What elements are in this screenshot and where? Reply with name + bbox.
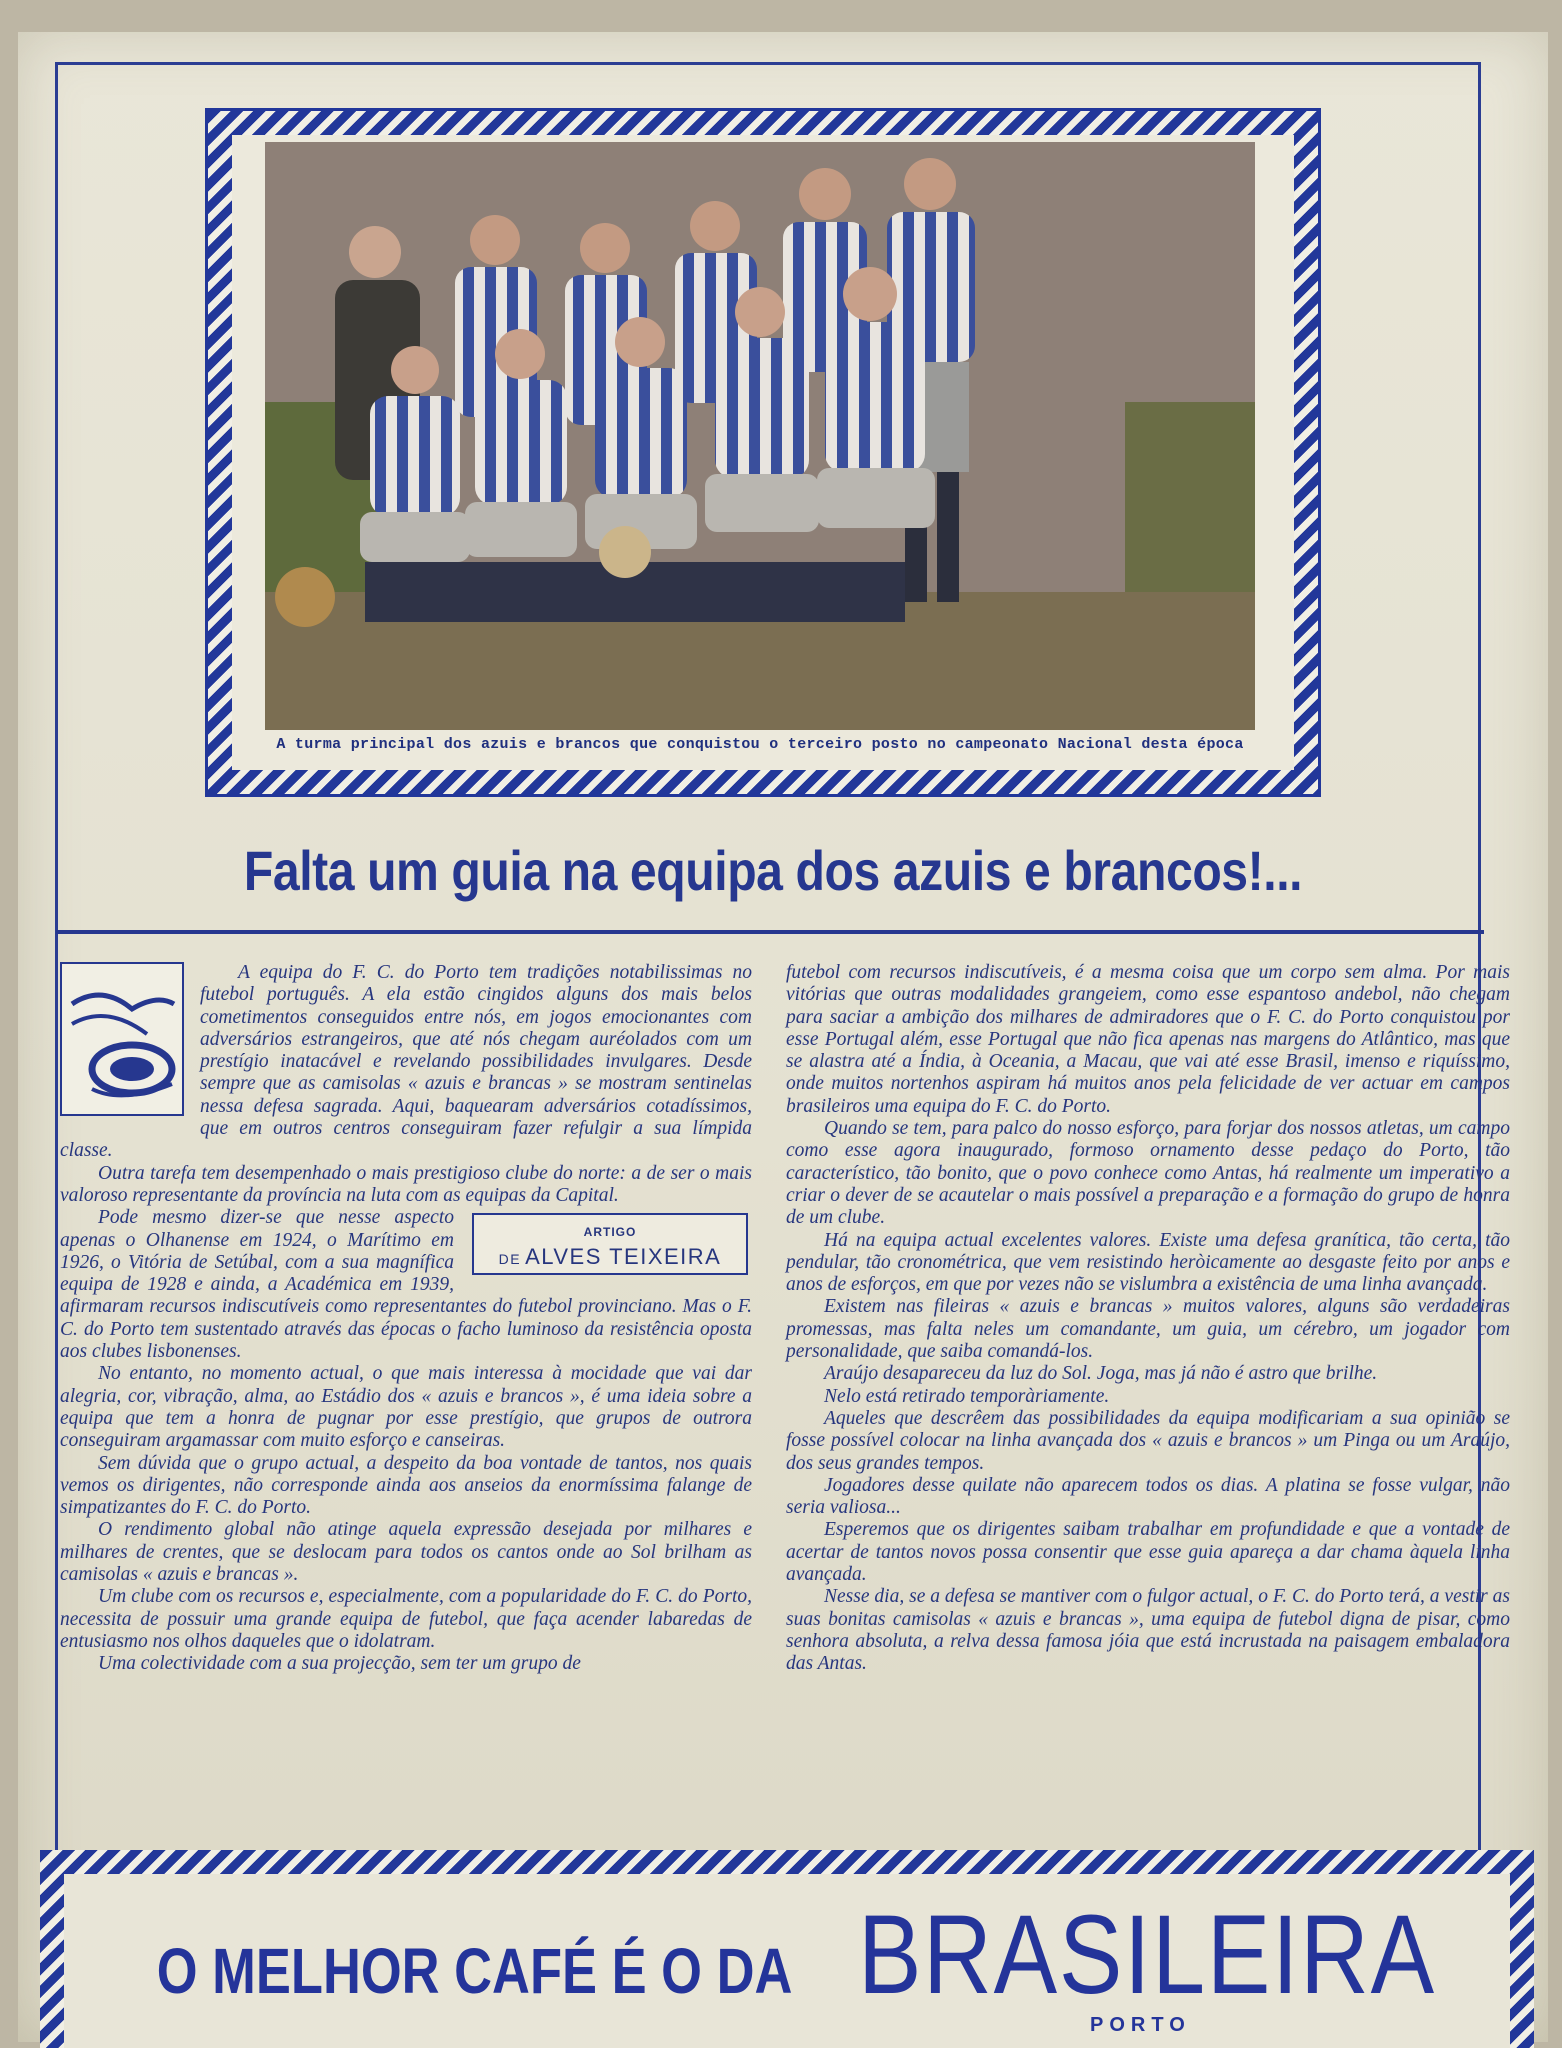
paragraph: Sem dúvida que o grupo actual, a despeito da boa vontade de tantos, nos quais vemos os dirigentes, não corresponde ainda aos anseios da enormíssima falange de simpatizantes do F. C. do Porto. — [60, 1452, 752, 1519]
paragraph: Há na equipa actual excelentes valores. Existe uma defesa granítica, tão certa, tão pendular, tão cronométrica, que vem resistindo heròicamente ao desgaste feito por anos e anos de esforços, em que por vezes não se vislumbra a existência de uma linha avançada. — [786, 1229, 1510, 1296]
byline-prefix: DE — [498, 1250, 522, 1267]
advert-line-1: O MELHOR CAFÉ É O DA — [157, 1935, 793, 2007]
advert-slogan — [64, 1890, 1510, 2019]
paragraph: Outra tarefa tem desempenhado o mais prestigioso clube do norte: a de ser o mais valoroso representante da província na luta com as equipas da Capital. — [60, 1162, 752, 1206]
advert-brand: BRASILEIRA — [857, 1892, 1436, 2017]
paragraph: Uma colectividade com a sua projecção, sem ter um grupo de — [98, 1653, 581, 1675]
headline-rule — [56, 930, 1484, 934]
paragraph: No entanto, no momento actual, o que mais interessa à mocidade que vai dar alegria, cor, vibração, alma, ao Estádio dos « azuis e brancos », é uma ideia sobre a equipa que tem a honra de pugnar por esse prestígio, que grupos de outrora conseguiram argamassar com muito esforço e canseiras. — [60, 1363, 752, 1452]
paragraph: A equipa do F. C. do Porto tem tradições notabilissimas no futebol português. A ela estão cingidos alguns dos mais belos cometimentos conseguidos entre nós, em jogos emocionantes com adversários estrangeiros, que até nós chegam auréolados com um prestígio inatacável e revelando possibilidades invulgares. Desde sempre que as camisolas « azuis e brancas » se mostram sentinelas nessa defesa sagrada. Aqui, baquearam adversários cotadíssimos, que em outros centros conseguiram fazer refulgir a sua límpida classe. — [60, 962, 752, 1162]
paragraph: futebol com recursos indiscutíveis, é a mesma coisa que um corpo sem alma. Por mais vitórias que outras modalidades grangeiem, como esse espantoso andebol, não chegam para saciar a ambição dos milhares de admiradores que o F. C. do Porto conquistou por esse Portugal além, esse Portugal que não fica apenas nas margens do Atlântico, mas que se alastra até a Índia, à Oceania, a Macau, que vai até esse Brasil, imenso e riquíssimo, onde muitos nortenhos aspiram há muitos anos pela felicidade de ver actuar em campos brasileiros uma equipa do F. C. do Porto. — [786, 962, 1510, 1117]
paragraph: Existem nas fileiras « azuis e brancas » muitos valores, alguns são verdadeiras promessas, mas falta neles um comandante, um guia, um cérebro, um jogador com personalidade, que saiba comandá-los. — [786, 1296, 1510, 1363]
paragraph: Nesse dia, se a defesa se mantiver com o fulgor actual, o F. C. do Porto terá, a vestir as suas bonitas camisolas « azuis e brancas », uma equipa de futebol digna de pisar, como senhora absoluta, a relva dessa famosa jóia que está incrustada na paisagem embaladora das Antas. — [786, 1586, 1510, 1675]
byline-box — [472, 1213, 748, 1275]
article-left-column — [60, 962, 752, 1676]
team-photo-illustration — [265, 142, 1255, 730]
paragraph: Aqueles que descrêem das possibilidades da equipa modificariam a sua opinião se fosse possível colocar na linha avançada dos « azuis e brancos » um Pinga ou um Araújo, dos seus grandes tempos. — [786, 1407, 1510, 1474]
byline-label: ARTIGO — [583, 1225, 637, 1240]
paragraph: Quando se tem, para palco do nosso esforço, para forjar dos nossos atletas, um campo como esse agora inaugurado, formoso ornamento desse pedaço do Porto, tão característico, tão bonito, que o povo conhece como Antas, há realmente um imperativo a criar o dever de se acautelar o mais possível a preparação e a formação do grupo de honra de um clube. — [786, 1118, 1510, 1229]
paragraph: Nelo está retirado temporàriamente. — [824, 1385, 1110, 1407]
article-right-column — [786, 962, 1510, 1676]
paragraph: Esperemos que os dirigentes saibam trabalhar em profundidade e que a vontade de acertar de tantos novos possa consentir que esse guia apareça a dar chama àquela linha avançada. — [786, 1519, 1510, 1586]
advert-city: PORTO — [1090, 2014, 1191, 2036]
paragraph: Um clube com os recursos e, especialmente, com a popularidade do F. C. do Porto, necessita de possuir uma grande equipa de futebol, que faça acender labaredas de entusiasmo nos olhos daqueles que o idolatram. — [60, 1586, 752, 1652]
paragraph: Pode mesmo dizer-se que nesse aspecto apenas o Olhanense em 1924, o Marítimo em 1926, o Vitória de Setúbal, com a sua magnífica equipa de 1928 e ainda, a Académica em 1939, afirmaram recursos indiscutíveis como representantes do futebol provinciano. Mas o F. C. do Porto tem sustentado através das épocas o facho luminoso da resistência oposta aos clubes lisbonenses. — [60, 1207, 752, 1363]
stadium-logo-icon — [60, 962, 184, 1116]
paragraph: Jogadores desse quilate não aparecem todos os dias. A platina se fosse vulgar, não seria valiosa... — [786, 1474, 1510, 1519]
headline: Falta um guia na equipa dos azuis e brancos!... — [243, 839, 1303, 902]
paragraph: Araújo desapareceu da luz do Sol. Joga, mas já não é astro que brilhe. — [824, 1363, 1378, 1385]
paragraph: O rendimento global não atinge aquela expressão desejada por milhares e milhares de crentes, que se deslocam para todos os cantos onde ao Sol brilham as camisolas « azuis e brancas ». — [60, 1519, 752, 1586]
team-photo — [265, 142, 1255, 730]
photo-caption: A turma principal dos azuis e brancos que conquistou o terceiro posto no campeonato Nacional desta época — [276, 736, 1244, 753]
byline-name: ALVES TEIXEIRA — [525, 1243, 722, 1269]
